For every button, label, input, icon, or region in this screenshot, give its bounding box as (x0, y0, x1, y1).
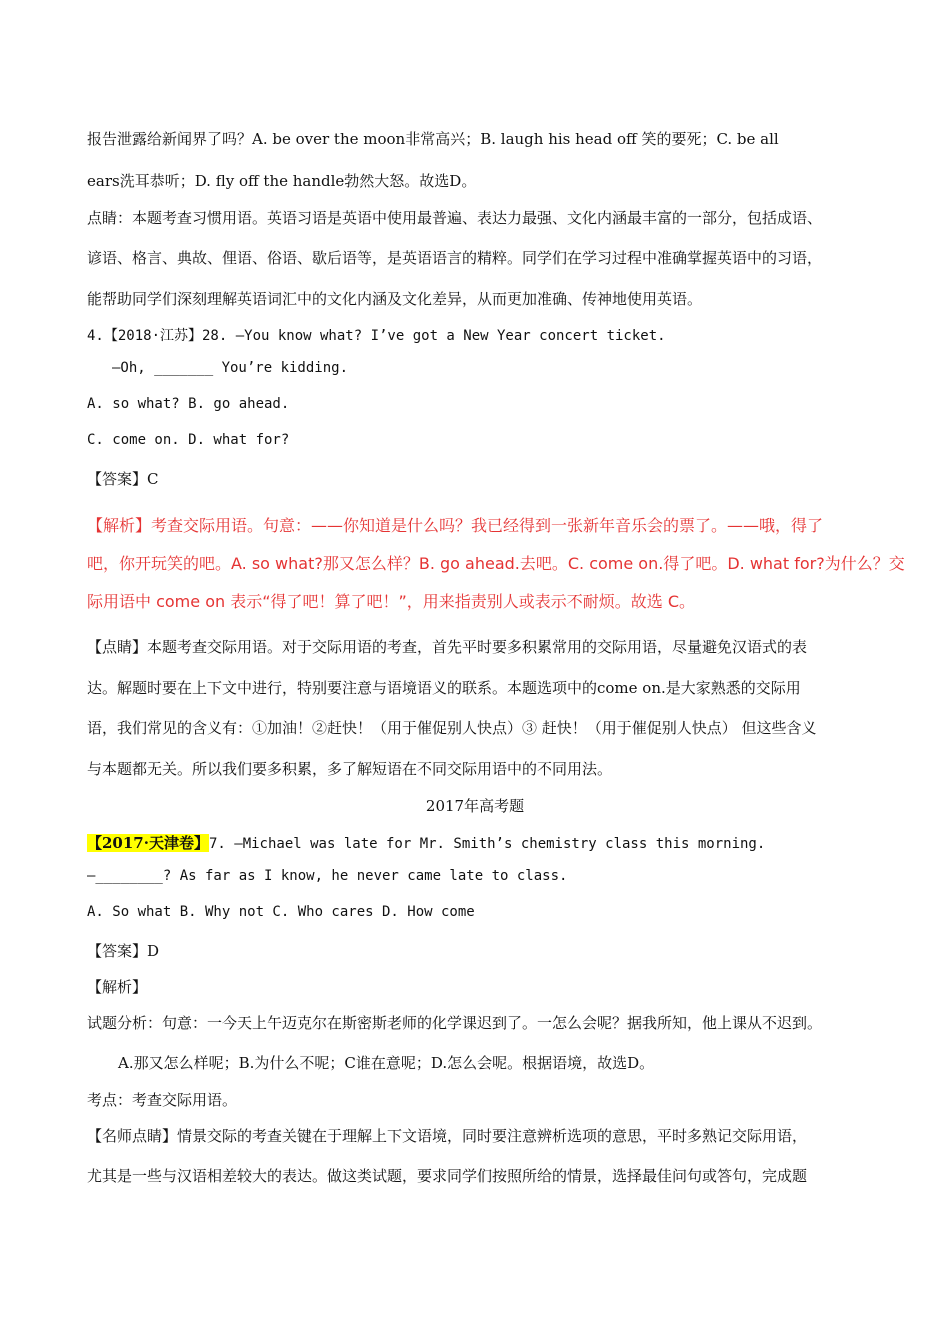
q4-stem: 4.【2018·江苏】28. —You know what? I’ve got a New Year concert ticket. (87, 328, 666, 344)
prev-explanation-line-1: 报告泄露给新闻界了吗？A. be over the moon非常高兴；B. laugh his head off 笑的要死；C. be all (87, 130, 779, 148)
q7-kaodian: 考点：考查交际用语。 (87, 1091, 238, 1109)
q7-stem-line (87, 832, 765, 853)
q7-reply: —________? As far as I know, he never came late to class. (87, 868, 568, 884)
q4-comment-line-4: 与本题都无关。所以我们要多积累，多了解短语在不同交际用语中的不同用法。 (87, 760, 613, 778)
prev-comment-line-2: 谚语、格言、典故、俚语、俗语、歇后语等，是英语语言的精粹。同学们在学习过程中准确掌握英语中的习语， (87, 249, 823, 267)
q4-comment-line-2: 达。解题时要在上下文中进行，特别要注意与语境语义的联系。本题选项中的come on.是大家熟悉的交际用 (87, 679, 801, 697)
q7-answer: 【答案】D (87, 942, 160, 960)
q7-stem: 7. —Michael was late for Mr. Smith’s chemistry class this morning. (208, 836, 766, 852)
q7-comment-line-1: 【名师点睛】情景交际的考查关键在于理解上下文语境，同时要注意辨析选项的意思，平时多熟记交际用语， (87, 1127, 808, 1145)
prev-comment-line-3: 能帮助同学们深刻理解英语词汇中的文化内涵及文化差异，从而更加准确、传神地使用英语。 (87, 290, 703, 308)
q7-analysis-title: 【解析】 (87, 978, 148, 996)
q4-analysis-line-2: 吧，你开玩笑的吧。A. so what?那又怎么样？B. go ahead.去吧。C. come on.得了吧。D. what for?为什么？交 (87, 554, 905, 573)
q4-options-ab: A. so what? B. go ahead. (87, 396, 290, 412)
q4-options-cd: C. come on. D. what for? (87, 432, 290, 448)
q7-options: A. So what B. Why not C. Who cares D. How come (87, 904, 475, 920)
q7-source-tag: 【2017·天津卷】 (87, 834, 209, 852)
section-title: 2017年高考题 (425, 797, 525, 815)
prev-explanation-line-2: ears洗耳恭听；D. fly off the handle勃然大怒。故选D。 (87, 172, 477, 190)
q4-answer: 【答案】C (87, 470, 159, 488)
q4-reply: —Oh, _______ You’re kidding. (112, 360, 349, 376)
q7-analysis-line-2: A.那又怎么样呢；B.为什么不呢；C谁在意呢；D.怎么会呢。根据语境，故选D。 (118, 1054, 655, 1072)
q4-analysis-line-3: 际用语中 come on 表示“得了吧！算了吧！”，用来指责别人或表示不耐烦。故选 C。 (87, 592, 696, 611)
q4-comment-line-3: 语，我们常见的含义有：①加油！②赶快！（用于催促别人快点）③ 赶快！（用于催促别人快点） 但这些含义 (87, 719, 817, 737)
prev-comment-line-1: 点睛：本题考查习惯用语。英语习语是英语中使用最普遍、表达力最强、文化内涵最丰富的一部分，包括成语、 (87, 209, 823, 227)
q7-comment-line-2: 尤其是一些与汉语相差较大的表达。做这类试题，要求同学们按照所给的情景，选择最佳问句或答句，完成题 (87, 1167, 808, 1185)
q4-comment-line-1: 【点睛】本题考查交际用语。对于交际用语的考查，首先平时要多积累常用的交际用语，尽量避免汉语式的表 (87, 638, 808, 656)
q7-analysis-line-1: 试题分析：句意：一今天上午迈克尔在斯密斯老师的化学课迟到了。一怎么会呢？据我所知，他上课从不迟到。 (87, 1014, 823, 1032)
q4-analysis-line-1: 【解析】考查交际用语。句意：——你知道是什么吗？我已经得到一张新年音乐会的票了。——哦，得了 (87, 516, 824, 535)
